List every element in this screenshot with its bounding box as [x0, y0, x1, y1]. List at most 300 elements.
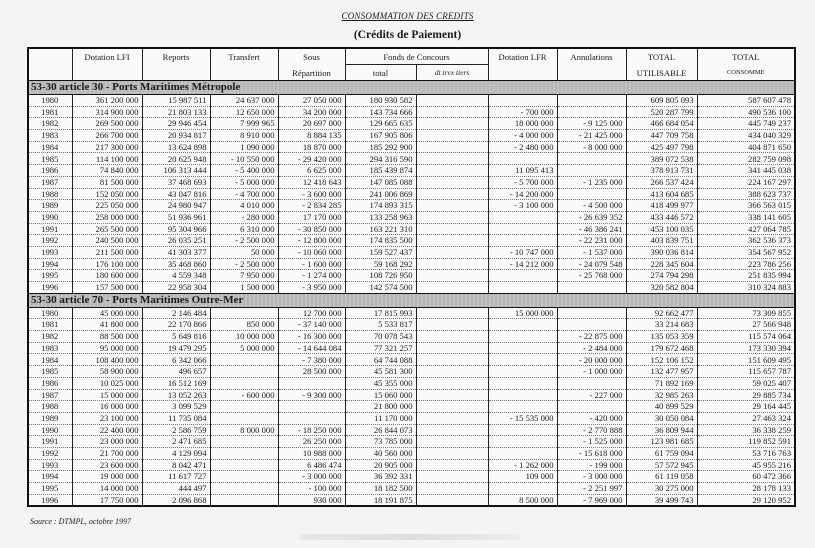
- year-cell: 1986: [28, 165, 72, 177]
- value-cell: - 3 000 000: [557, 471, 626, 483]
- year-cell: 1986: [28, 377, 72, 389]
- value-cell: - 9 300 000: [278, 389, 345, 401]
- year-cell: 1980: [28, 95, 72, 107]
- value-cell: 8 884 135: [278, 130, 345, 142]
- value-cell: 22 400 000: [72, 424, 142, 436]
- year-cell: 1992: [28, 447, 72, 459]
- value-cell: 180 930 582: [345, 95, 416, 107]
- year-cell: 1985: [28, 366, 72, 378]
- value-cell: - 12 800 000: [278, 235, 345, 247]
- value-cell: 73 785 000: [345, 436, 416, 448]
- value-cell: - 5 400 000: [210, 165, 278, 177]
- value-cell: 12 418 643: [278, 176, 345, 188]
- value-cell: 341 445 038: [697, 165, 795, 177]
- value-cell: - 1 525 000: [557, 436, 626, 448]
- value-cell: 266 700 000: [72, 130, 142, 142]
- value-cell: - 7 969 000: [557, 494, 626, 506]
- value-cell: 45 955 216: [697, 459, 795, 471]
- value-cell: 53 716 763: [697, 447, 795, 459]
- value-cell: [416, 354, 488, 366]
- value-cell: 11 170 000: [345, 412, 416, 424]
- value-cell: 362 536 373: [697, 235, 795, 247]
- table-row: [28, 319, 795, 331]
- value-cell: - 7 380 000: [278, 354, 345, 366]
- value-cell: - 700 000: [488, 106, 557, 118]
- value-cell: [488, 235, 557, 247]
- value-cell: 8 000 000: [210, 424, 278, 436]
- value-cell: 282 759 098: [697, 153, 795, 165]
- value-cell: - 1 000 000: [557, 366, 626, 378]
- value-cell: 24 637 000: [210, 95, 278, 107]
- source-note: Source : DTMPL, octobre 1997: [30, 517, 131, 526]
- value-cell: [416, 211, 488, 223]
- value-cell: 23 100 000: [72, 412, 142, 424]
- value-cell: [488, 270, 557, 282]
- table-row: [28, 424, 795, 436]
- value-cell: [416, 471, 488, 483]
- value-cell: 418 499 977: [626, 200, 697, 212]
- value-cell: [488, 436, 557, 448]
- value-cell: 123 981 685: [626, 436, 697, 448]
- value-cell: [416, 401, 488, 413]
- value-cell: [416, 176, 488, 188]
- value-cell: 36 392 331: [345, 471, 416, 483]
- table-row: [28, 494, 795, 506]
- value-cell: 850 000: [210, 319, 278, 331]
- value-cell: 59 025 407: [697, 377, 795, 389]
- value-cell: 8 042 471: [142, 459, 210, 471]
- value-cell: [416, 106, 488, 118]
- value-cell: 8 910 000: [210, 130, 278, 142]
- value-cell: [557, 95, 626, 107]
- value-cell: - 1 600 000: [278, 258, 345, 270]
- value-cell: 20 905 000: [345, 459, 416, 471]
- value-cell: 64 744 088: [345, 354, 416, 366]
- value-cell: [557, 319, 626, 331]
- value-cell: 12 700 000: [278, 307, 345, 319]
- value-cell: 33 214 683: [626, 319, 697, 331]
- value-cell: 10 000 000: [210, 331, 278, 343]
- value-cell: [557, 106, 626, 118]
- value-cell: [416, 270, 488, 282]
- value-cell: 45 581 300: [345, 366, 416, 378]
- value-cell: [210, 471, 278, 483]
- value-cell: - 2 484 000: [557, 342, 626, 354]
- table-row: [28, 366, 795, 378]
- value-cell: 22 958 304: [142, 282, 210, 294]
- value-cell: [416, 258, 488, 270]
- credits-table: [27, 47, 796, 507]
- value-cell: 2 471 685: [142, 436, 210, 448]
- value-cell: 174 893 315: [345, 200, 416, 212]
- header-repartition: Répartition: [278, 65, 345, 81]
- value-cell: 95 304 966: [142, 223, 210, 235]
- year-cell: 1980: [28, 307, 72, 319]
- value-cell: 378 913 731: [626, 165, 697, 177]
- value-cell: - 100 000: [278, 483, 345, 495]
- value-cell: [416, 366, 488, 378]
- section-header-row: [28, 81, 795, 95]
- value-cell: 427 064 785: [697, 223, 795, 235]
- value-cell: 26 035 251: [142, 235, 210, 247]
- value-cell: 354 567 952: [697, 246, 795, 258]
- header-total-consomme-2: CONSOMME: [697, 65, 795, 81]
- value-cell: 225 050 000: [72, 200, 142, 212]
- value-cell: [210, 436, 278, 448]
- value-cell: 361 200 000: [72, 95, 142, 107]
- value-cell: - 30 850 000: [278, 223, 345, 235]
- value-cell: 151 609 495: [697, 354, 795, 366]
- table-row: [28, 447, 795, 459]
- header-annulations: Annulations: [557, 48, 626, 81]
- value-cell: - 24 079 548: [557, 258, 626, 270]
- header-dotation-lfr: Dotation LFR: [488, 48, 557, 81]
- table-row: [28, 459, 795, 471]
- value-cell: - 26 639 352: [557, 211, 626, 223]
- value-cell: 11 735 084: [142, 412, 210, 424]
- value-cell: 21 700 000: [72, 447, 142, 459]
- value-cell: 10 988 000: [278, 447, 345, 459]
- value-cell: 19 000 000: [72, 471, 142, 483]
- year-cell: 1983: [28, 130, 72, 142]
- value-cell: 434 040 329: [697, 130, 795, 142]
- value-cell: 314 900 000: [72, 106, 142, 118]
- table-row: [28, 377, 795, 389]
- value-cell: 20 697 000: [278, 118, 345, 130]
- table-row: [28, 200, 795, 212]
- value-cell: 310 324 883: [697, 282, 795, 294]
- year-cell: 1996: [28, 494, 72, 506]
- section-header-row: [28, 293, 795, 307]
- year-cell: 1991: [28, 436, 72, 448]
- year-cell: 1983: [28, 342, 72, 354]
- value-cell: [488, 342, 557, 354]
- value-cell: [416, 200, 488, 212]
- value-cell: [416, 188, 488, 200]
- value-cell: 29 120 952: [697, 494, 795, 506]
- value-cell: 240 500 000: [72, 235, 142, 247]
- value-cell: [416, 223, 488, 235]
- value-cell: 26 844 073: [345, 424, 416, 436]
- value-cell: 135 053 359: [626, 331, 697, 343]
- year-cell: 1994: [28, 258, 72, 270]
- value-cell: 18 191 875: [345, 494, 416, 506]
- table-row: [28, 401, 795, 413]
- value-cell: - 37 140 000: [278, 319, 345, 331]
- value-cell: [416, 319, 488, 331]
- header-reports: Reports: [142, 48, 210, 81]
- value-cell: 15 000 000: [488, 307, 557, 319]
- value-cell: 142 574 500: [345, 282, 416, 294]
- value-cell: 425 497 798: [626, 141, 697, 153]
- value-cell: 19 479 295: [142, 342, 210, 354]
- value-cell: 2 096 868: [142, 494, 210, 506]
- value-cell: 413 604 685: [626, 188, 697, 200]
- table-row: [28, 412, 795, 424]
- value-cell: [416, 95, 488, 107]
- value-cell: 390 036 814: [626, 246, 697, 258]
- value-cell: 6 486 474: [278, 459, 345, 471]
- value-cell: 404 871 650: [697, 141, 795, 153]
- value-cell: 133 258 963: [345, 211, 416, 223]
- value-cell: 74 840 000: [72, 165, 142, 177]
- value-cell: - 14 644 084: [278, 342, 345, 354]
- value-cell: 228 345 604: [626, 258, 697, 270]
- value-cell: 266 537 424: [626, 176, 697, 188]
- value-cell: 176 100 000: [72, 258, 142, 270]
- value-cell: - 14 200 000: [488, 188, 557, 200]
- value-cell: 106 313 444: [142, 165, 210, 177]
- value-cell: [557, 153, 626, 165]
- value-cell: 4 559 348: [142, 270, 210, 282]
- value-cell: 1 090 000: [210, 141, 278, 153]
- header-total-utilisable-2: UTILISABLE: [626, 65, 697, 81]
- value-cell: 119 852 591: [697, 436, 795, 448]
- table-row: [28, 153, 795, 165]
- value-cell: - 21 425 000: [557, 130, 626, 142]
- value-cell: [488, 483, 557, 495]
- value-cell: 224 167 297: [697, 176, 795, 188]
- value-cell: 58 900 000: [72, 366, 142, 378]
- value-cell: [488, 223, 557, 235]
- value-cell: 36 338 259: [697, 424, 795, 436]
- value-cell: 1 500 000: [210, 282, 278, 294]
- table-body: [28, 81, 795, 507]
- value-cell: [557, 165, 626, 177]
- value-cell: 447 709 758: [626, 130, 697, 142]
- year-cell: 1985: [28, 153, 72, 165]
- header-total-consomme-1: TOTAL: [697, 48, 795, 65]
- table-row: [28, 471, 795, 483]
- value-cell: [210, 483, 278, 495]
- value-cell: 14 000 000: [72, 483, 142, 495]
- value-cell: [210, 401, 278, 413]
- value-cell: 81 500 000: [72, 176, 142, 188]
- value-cell: - 10 747 000: [488, 246, 557, 258]
- value-cell: [210, 447, 278, 459]
- table-row: [28, 223, 795, 235]
- value-cell: 28 500 000: [278, 366, 345, 378]
- value-cell: - 1 262 000: [488, 459, 557, 471]
- value-cell: - 2 480 000: [488, 141, 557, 153]
- value-cell: 15 060 000: [345, 389, 416, 401]
- header-transfert: Transfert: [210, 48, 278, 81]
- value-cell: 114 100 000: [72, 153, 142, 165]
- value-cell: 60 472 366: [697, 471, 795, 483]
- value-cell: - 10 550 000: [210, 153, 278, 165]
- table-row: [28, 211, 795, 223]
- value-cell: 445 749 237: [697, 118, 795, 130]
- value-cell: 444 497: [142, 483, 210, 495]
- value-cell: 466 684 054: [626, 118, 697, 130]
- value-cell: 179 672 468: [626, 342, 697, 354]
- value-cell: 71 892 169: [626, 377, 697, 389]
- year-cell: 1988: [28, 401, 72, 413]
- value-cell: 2 146 484: [142, 307, 210, 319]
- value-cell: 4 010 000: [210, 200, 278, 212]
- value-cell: 185 292 900: [345, 141, 416, 153]
- value-cell: - 5 000 000: [210, 176, 278, 188]
- year-cell: 1994: [28, 471, 72, 483]
- year-cell: 1982: [28, 118, 72, 130]
- value-cell: - 600 000: [210, 389, 278, 401]
- header-year: [28, 48, 72, 81]
- value-cell: 20 934 817: [142, 130, 210, 142]
- value-cell: 4 129 094: [142, 447, 210, 459]
- value-cell: [210, 494, 278, 506]
- value-cell: 609 805 093: [626, 95, 697, 107]
- value-cell: - 2 834 285: [278, 200, 345, 212]
- table-row: [28, 235, 795, 247]
- table-row: [28, 483, 795, 495]
- value-cell: [488, 366, 557, 378]
- table-row: [28, 389, 795, 401]
- value-cell: [416, 153, 488, 165]
- value-cell: [416, 141, 488, 153]
- value-cell: 11 617 727: [142, 471, 210, 483]
- value-cell: 5 000 000: [210, 342, 278, 354]
- year-cell: 1987: [28, 176, 72, 188]
- value-cell: - 22 231 000: [557, 235, 626, 247]
- value-cell: - 8 000 000: [557, 141, 626, 153]
- value-cell: 18 182 500: [345, 483, 416, 495]
- value-cell: [210, 459, 278, 471]
- value-cell: 77 321 257: [345, 342, 416, 354]
- value-cell: 11 095 413: [488, 165, 557, 177]
- value-cell: [488, 211, 557, 223]
- value-cell: 17 815 993: [345, 307, 416, 319]
- value-cell: [416, 331, 488, 343]
- year-cell: 1981: [28, 106, 72, 118]
- value-cell: 217 300 000: [72, 141, 142, 153]
- value-cell: 7 950 000: [210, 270, 278, 282]
- value-cell: - 2 500 000: [210, 235, 278, 247]
- value-cell: - 2 500 000: [210, 258, 278, 270]
- value-cell: - 46 386 241: [557, 223, 626, 235]
- value-cell: - 3 950 000: [278, 282, 345, 294]
- value-cell: 21 800 000: [345, 401, 416, 413]
- value-cell: 157 500 000: [72, 282, 142, 294]
- year-cell: 1989: [28, 200, 72, 212]
- year-cell: 1995: [28, 483, 72, 495]
- value-cell: 163 221 310: [345, 223, 416, 235]
- value-cell: 265 500 000: [72, 223, 142, 235]
- document-title: CONSOMMATION DES CREDITS: [341, 11, 474, 21]
- table-row: [28, 258, 795, 270]
- value-cell: [210, 307, 278, 319]
- value-cell: - 20 000 000: [557, 354, 626, 366]
- value-cell: 211 500 000: [72, 246, 142, 258]
- value-cell: 109 000: [488, 471, 557, 483]
- value-cell: 338 141 605: [697, 211, 795, 223]
- value-cell: 5 649 816: [142, 331, 210, 343]
- value-cell: 51 936 961: [142, 211, 210, 223]
- table-row: [28, 342, 795, 354]
- value-cell: - 10 060 000: [278, 246, 345, 258]
- value-cell: 21 803 133: [142, 106, 210, 118]
- year-cell: 1984: [28, 354, 72, 366]
- value-cell: [416, 246, 488, 258]
- value-cell: [416, 282, 488, 294]
- value-cell: 40 560 000: [345, 447, 416, 459]
- value-cell: - 18 250 000: [278, 424, 345, 436]
- value-cell: [416, 165, 488, 177]
- value-cell: 147 085 088: [345, 176, 416, 188]
- value-cell: [210, 412, 278, 424]
- value-cell: [416, 118, 488, 130]
- value-cell: 61 759 094: [626, 447, 697, 459]
- value-cell: [278, 377, 345, 389]
- value-cell: 433 446 572: [626, 211, 697, 223]
- value-cell: 6 625 000: [278, 165, 345, 177]
- value-cell: - 420 000: [557, 412, 626, 424]
- table-row: [28, 246, 795, 258]
- value-cell: [416, 436, 488, 448]
- value-cell: 30 050 084: [626, 412, 697, 424]
- value-cell: 6 342 066: [142, 354, 210, 366]
- value-cell: 35 468 860: [142, 258, 210, 270]
- value-cell: - 15 535 000: [488, 412, 557, 424]
- value-cell: 16 000 000: [72, 401, 142, 413]
- value-cell: 27 050 000: [278, 95, 345, 107]
- value-cell: [278, 401, 345, 413]
- value-cell: 320 582 804: [626, 282, 697, 294]
- value-cell: - 1 537 000: [557, 246, 626, 258]
- value-cell: 30 275 000: [626, 483, 697, 495]
- value-cell: - 2 770 888: [557, 424, 626, 436]
- year-cell: 1992: [28, 235, 72, 247]
- value-cell: 152 106 152: [626, 354, 697, 366]
- value-cell: 17 750 000: [72, 494, 142, 506]
- value-cell: 174 835 500: [345, 235, 416, 247]
- value-cell: [416, 377, 488, 389]
- value-cell: 41 800 000: [72, 319, 142, 331]
- year-cell: 1991: [28, 223, 72, 235]
- value-cell: 16 512 169: [142, 377, 210, 389]
- value-cell: 274 794 298: [626, 270, 697, 282]
- value-cell: - 15 618 000: [557, 447, 626, 459]
- value-cell: 251 835 994: [697, 270, 795, 282]
- value-cell: 241 006 869: [345, 188, 416, 200]
- value-cell: 366 563 015: [697, 200, 795, 212]
- value-cell: [557, 307, 626, 319]
- value-cell: - 280 000: [210, 211, 278, 223]
- value-cell: - 1 235 000: [557, 176, 626, 188]
- value-cell: 73 309 855: [697, 307, 795, 319]
- value-cell: 173 330 394: [697, 342, 795, 354]
- value-cell: 22 170 866: [142, 319, 210, 331]
- value-cell: 39 499 743: [626, 494, 697, 506]
- value-cell: 57 572 945: [626, 459, 697, 471]
- value-cell: 129 665 635: [345, 118, 416, 130]
- value-cell: 294 316 590: [345, 153, 416, 165]
- value-cell: 45 355 000: [345, 377, 416, 389]
- value-cell: 12 650 000: [210, 106, 278, 118]
- value-cell: 6 310 000: [210, 223, 278, 235]
- header-fc-dt-trvx-tiers: dt trvx tiers: [416, 65, 488, 81]
- value-cell: 132 477 957: [626, 366, 697, 378]
- value-cell: 3 099 529: [142, 401, 210, 413]
- value-cell: [416, 483, 488, 495]
- value-cell: [488, 354, 557, 366]
- value-cell: 223 786 256: [697, 258, 795, 270]
- value-cell: [210, 366, 278, 378]
- value-cell: [416, 494, 488, 506]
- value-cell: 930 000: [278, 494, 345, 506]
- value-cell: - 16 300 000: [278, 331, 345, 343]
- table-row: [28, 165, 795, 177]
- header-fc-total: total: [345, 65, 416, 81]
